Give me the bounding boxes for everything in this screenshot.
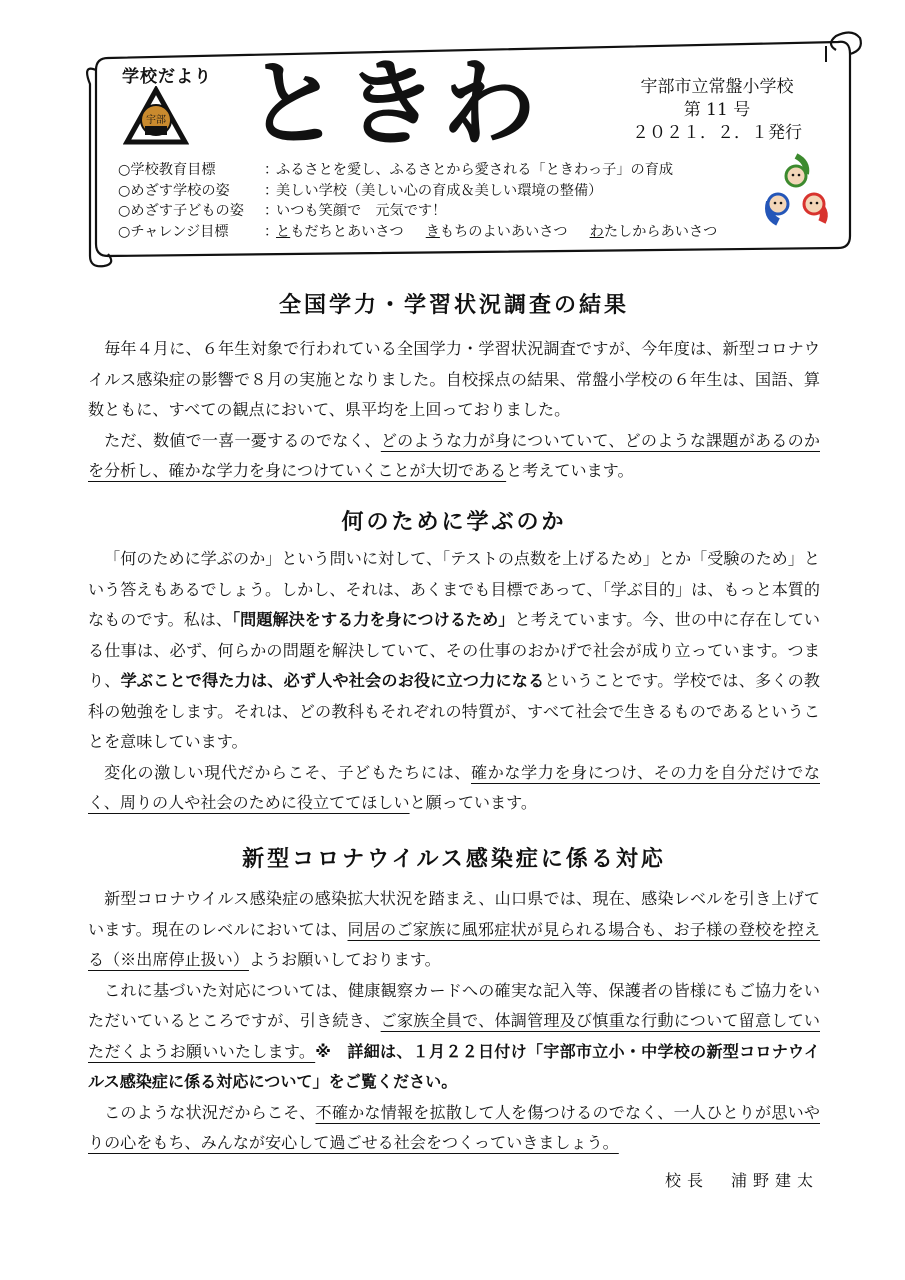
goal-label: ○めざす学校の姿 xyxy=(118,182,230,199)
challenge-initial: と xyxy=(276,223,291,240)
goal-row-school xyxy=(118,181,717,202)
emblem-text: 宇部 xyxy=(146,115,166,126)
issue-date: ２０２１．２．１発行 xyxy=(632,123,802,143)
paragraph xyxy=(88,884,820,976)
paragraph xyxy=(88,976,820,1098)
text-run: 変化の激しい現代だからこそ、子どもたちには、 xyxy=(104,762,472,782)
text-run: このような状況だからこそ、 xyxy=(104,1102,316,1122)
school-name: 宇部市立常盤小学校 xyxy=(640,77,794,97)
section-test-results-body xyxy=(88,334,820,487)
goal-row-challenge xyxy=(118,222,717,243)
section-title: 何のために学ぶのか xyxy=(341,509,567,535)
underlined-text: ご家族全員で、体調管理及び慎重な行動について留意していただくようお願いいたします。 xyxy=(88,1011,820,1061)
school-info-block xyxy=(632,76,802,145)
text-run: ようお願いしております。 xyxy=(248,950,441,969)
paragraph xyxy=(88,544,820,758)
goal-row-education xyxy=(118,160,717,181)
section-why-learn-body xyxy=(88,544,820,819)
text-run: これに基づいた対応については、健康観察カードへの確実な記入等、保護者の皆様にもご協力をいただいているところですが、引き続き、 xyxy=(88,980,820,1030)
text-run: と願っています。 xyxy=(409,793,538,812)
goal-label: ○めざす子どもの姿 xyxy=(118,203,244,219)
section-why-learn xyxy=(88,505,820,536)
challenge-phrase-2 xyxy=(426,222,568,243)
section-title: 新型コロナウイルス感染症に係る対応 xyxy=(242,846,666,872)
challenge-rest: たしからあいさつ xyxy=(603,223,718,240)
underlined-text: 不確かな情報を拡散して人を傷つけるのでなく、一人ひとりが思いやりの心をもち、みんなが安心して過ごせる社会をつくっていきましょう。 xyxy=(88,1102,820,1152)
paragraph: 毎年４月に、６年生対象で行われている全国学力・学習状況調査ですが、今年度は、新型コロナウイルス感染症の影響で８月の実施となりました。自校採点の結果、常盤小学校の６年生は、国語、算数ともに、すべての観点において、県平均を上回っておりました。 xyxy=(88,339,820,419)
paragraph xyxy=(88,1098,820,1159)
bold-text: ※ 詳細は、１月２２日付け「宇部市立小・中学校の新型コロナウイルス感染症に係る対応について」をご覧ください。 xyxy=(88,1041,820,1091)
underlined-text: 同居のご家族に風邪症状が見られる場合も、お子様の登校を控える（※出席停止扱い） xyxy=(88,919,821,969)
section-covid-response xyxy=(88,842,820,873)
challenge-initial: わ xyxy=(589,223,604,240)
goal-separator: ： xyxy=(264,203,279,219)
text-run: と考えています。今、世の中に存在している仕事は、必ず、何らかの問題を解決していて、その仕事のおかげで社会が成り立っています。つまり、 xyxy=(88,610,820,690)
goal-row-children xyxy=(118,201,717,222)
challenge-rest: もだちとあいさつ xyxy=(290,223,404,240)
principal-signature: 校長 浦野建太 xyxy=(664,1171,819,1190)
section-covid-response-body xyxy=(88,884,820,1159)
paragraph xyxy=(88,758,820,819)
newsletter-title: ときわ xyxy=(246,50,541,159)
challenge-initial: き xyxy=(425,223,440,240)
challenge-rest: もちのよいあいさつ xyxy=(439,223,568,240)
challenge-phrase-3 xyxy=(590,222,718,243)
goal-separator: ： xyxy=(264,182,279,199)
goal-separator: ： xyxy=(264,162,279,178)
underlined-text: どのような力が身についていて、どのような課題があるのかを分析し、確かな学力を身につけていくことが大切である xyxy=(88,430,820,480)
challenge-phrase-1 xyxy=(276,222,404,243)
mascot-illustration xyxy=(760,152,832,228)
newsletter-kicker: 学校だより xyxy=(122,67,212,87)
text-run: 新型コロナウイルス感染症の感染拡大状況を踏まえ、山口県では、現在、感染レベルを引き上げています。現在のレベルにおいては、 xyxy=(88,889,820,939)
section-test-results xyxy=(88,288,820,319)
text-run: ということです。学校では、多くの教科の勉強をします。それは、どの教科もそれぞれの特質が、すべて社会で生きるものであるということを意味しています。 xyxy=(88,671,821,751)
school-emblem-logo xyxy=(123,86,189,150)
section-title: 全国学力・学習状況調査の結果 xyxy=(278,292,629,318)
bold-text: 学ぶことで得た力は、必ず人や社会のお役に立つ力になる xyxy=(120,671,545,690)
text-run: と考えています。 xyxy=(506,461,634,480)
issue-number: 第 11 号 xyxy=(683,100,751,120)
goal-text: 美しい学校（美しい心の育成＆美しい環境の整備） xyxy=(276,182,603,199)
underlined-text: 確かな学力を身につけ、その力を自分だけでなく、周りの人や社会のために役立ててほしい xyxy=(88,762,820,812)
goal-separator: ： xyxy=(264,223,279,240)
goal-label: ○チャレンジ目標 xyxy=(118,223,229,240)
text-run: 「何のために学ぶのか」という問いに対して、「テストの点数を上げるため」とか「受験のため」という答えもあるでしょう。しかし、それは、あくまでも目標であって、「学ぶ目的」は、もっと本質的なものです。私は、 xyxy=(88,549,820,629)
goal-label: ○学校教育目標 xyxy=(118,162,216,178)
goal-text: ふるさとを愛し、ふるさとから愛される「ときわっ子」の育成 xyxy=(276,162,674,178)
bold-text: 「問題解決をする力を身につけるため」 xyxy=(232,610,515,629)
goal-text: いつも笑顔で 元気です！ xyxy=(276,203,447,219)
text-run: ただ、数値で一喜一憂するのでなく、 xyxy=(104,430,381,450)
paragraph xyxy=(88,426,820,487)
school-goals xyxy=(118,160,717,242)
